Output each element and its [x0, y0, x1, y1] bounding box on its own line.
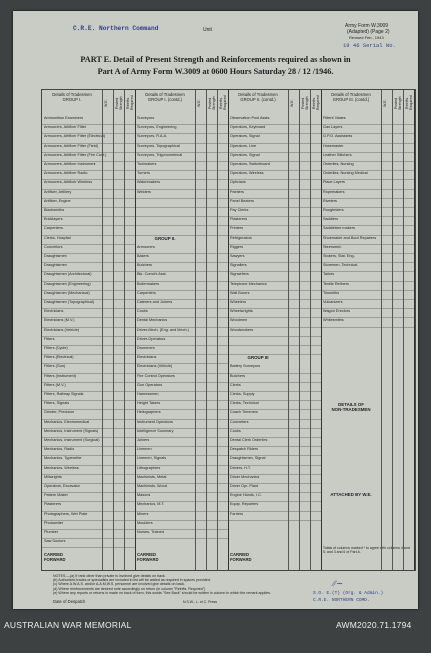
trade-row: Roughriders [321, 208, 414, 217]
trade-row: Nurses, Trained [135, 530, 228, 539]
trade-row: Signallers [228, 263, 321, 272]
table-rule [228, 90, 229, 570]
trade-row: Gun Operators [135, 383, 228, 392]
trade-row [135, 217, 228, 226]
unit-label: Unit [203, 27, 212, 33]
trade-row: Carpenters [42, 226, 135, 235]
trade-row: Electricians (Vehicle) [135, 364, 228, 373]
trade-row: Operators, Excavator [42, 484, 135, 493]
column-group-3 [228, 90, 321, 570]
trade-row: Printers [228, 226, 321, 235]
trade-row: Operators, Wireless [228, 171, 321, 180]
we-heading: W.E. [383, 99, 387, 107]
army-form-number: Army Form W.3009 [345, 23, 389, 29]
trade-row: Machinists, Metal [135, 475, 228, 484]
trade-row: Instrument Operators [135, 420, 228, 429]
army-form-revised: Revised Feb., 1943 [349, 35, 384, 40]
trade-row: Electricians [42, 309, 135, 318]
trade-row: Heliographers [135, 410, 228, 419]
trade-row: Driver-Mech. (Eng. and Mech.) [135, 328, 228, 337]
trade-row: Photographers, Wet Plate [42, 512, 135, 521]
trade-row: Drivers, H.T. [228, 466, 321, 475]
table-rule [206, 90, 207, 570]
table-rule [113, 90, 114, 570]
trade-row [135, 226, 228, 235]
trade-row: Electricians (Vehicle) [42, 328, 135, 337]
trade-row: Driver Opr. Plant [228, 484, 321, 493]
table-rule [403, 90, 404, 570]
trade-row: Wheelwrights [228, 309, 321, 318]
form-sheet [13, 11, 418, 609]
trade-row: Masons [135, 493, 228, 502]
trade-row: Wall Borers [228, 291, 321, 300]
trade-row: Operators, Signal [228, 134, 321, 143]
trade-row [228, 337, 321, 346]
trade-row: Leather Stitchers [321, 153, 414, 162]
note-line: (e) Where any reports or returns is made on back of form, this words "See Back" should be written in column in which the remark applies. [53, 590, 271, 595]
trade-row: Grinder, Precision [42, 410, 135, 419]
trade-row: Place Layers [321, 180, 414, 189]
trade-row: Ammunition Examiners [42, 116, 135, 125]
trade-row: Miners [135, 512, 228, 521]
caption-accession-number: AWM2020.71.1794 [336, 620, 412, 630]
trade-row: Draughtsmen [42, 263, 135, 272]
trade-row: Fitters (Gun) [42, 364, 135, 373]
trade-row: Fitters (Cycle) [42, 346, 135, 355]
trade-row: Driver Mechanics [228, 475, 321, 484]
trade-row: Pattern Maker [42, 493, 135, 502]
table-rule [102, 90, 103, 570]
table-rule [381, 90, 382, 570]
carried-forward: CARRIED FORWARD [44, 552, 66, 562]
trade-row: Artificer, Artillery [42, 190, 135, 199]
trade-row: Draughtsmen (Engineering) [42, 282, 135, 291]
trade-row: Operators, Signal [228, 153, 321, 162]
trade-row: Mechanics, Instrument (Signals) [42, 429, 135, 438]
table-rule [195, 90, 196, 570]
trade-row: Saddlers [321, 217, 414, 226]
trade-row: Shoemaker and Boot Repairers [321, 236, 414, 245]
column-group-1 [42, 90, 135, 570]
trade-row: Fitters, Railway Signals [42, 392, 135, 401]
carried-forward: CARRIED FORWARD [230, 552, 252, 562]
totals-note: Totals of columns marked * to agree with columns 4 and 5, and 3 and 6 of Part A. [323, 546, 410, 554]
trade-row: Coach Trimmers [228, 410, 321, 419]
trade-row: Pay Clerks [228, 208, 321, 217]
posted-heading: Posted Strength [394, 96, 402, 110]
trade-row [228, 346, 321, 355]
table-rule [217, 90, 218, 570]
reinfts-heading: Reinfts. Required [219, 95, 227, 111]
table-rule [288, 90, 289, 570]
trade-row: Cooks [135, 309, 228, 318]
trade-row: Operators, Keyboard [228, 125, 321, 134]
trade-row [135, 208, 228, 217]
trade-row: Mechanics, Instrument (Surgical) [42, 438, 135, 447]
trade-row: Dental Clerk Orderlies [228, 438, 321, 447]
officer-stamp-line-2: C.R.E. NORTHERN COMD. [313, 598, 370, 603]
table-rule [414, 90, 415, 570]
trade-row: Millwrights [42, 475, 135, 484]
caption-institution: AUSTRALIAN WAR MEMORIAL [4, 620, 132, 630]
trade-row: Mechanics, Wireless [42, 466, 135, 475]
trade-row [135, 199, 228, 208]
trade-row: Surveyors [135, 116, 228, 125]
trade-row: Caterers and Joiners [135, 300, 228, 309]
trade-row: Steersmen [321, 245, 414, 254]
group-heading: GROUP II. [154, 235, 176, 241]
trade-row: Armourers, Artificer Fitter (Field) [42, 144, 135, 153]
trade-row: Intelligence Summary [135, 429, 228, 438]
trade-row: Hosemaster [321, 144, 414, 153]
page-title-line-2: Part A of Army Form W.3009 at 0600 Hours Saturday 28 / 12 /1946. [97, 67, 334, 76]
non-tradesmen-heading: DETAILS OF NON-TRADESMEN [331, 402, 371, 412]
trade-row: Bricklayers [42, 217, 135, 226]
trade-row: Electricians (M.V.) [42, 318, 135, 327]
trade-row: Sawyers [228, 254, 321, 263]
trade-row: Drummers [135, 346, 228, 355]
trade-row: Machinists, Wood [135, 484, 228, 493]
carried-forward: CARRIED FORWARD [137, 552, 159, 562]
column-heading: Details of Tradesmen GROUP II. (contd.) [238, 92, 278, 102]
trade-row: Whitesmiths [321, 318, 414, 327]
trade-row: Tailors [321, 272, 414, 281]
we-heading: W.E. [104, 99, 108, 107]
trade-row: Stokers, Stat. Eng. [321, 254, 414, 263]
trade-row: Gas Layers [321, 125, 414, 134]
reinfts-heading: Reinfts. Required [312, 95, 320, 111]
table-rule [135, 90, 136, 570]
column-group-2 [135, 90, 228, 570]
trade-row: Plasterers [42, 502, 135, 511]
trade-row: Operators, Line [228, 144, 321, 153]
trade-row: Wheelers [228, 300, 321, 309]
trade-row: Woodworkers [228, 328, 321, 337]
trade-row: Observation Post Assts. [228, 116, 321, 125]
trade-row: Surveyors, Topographical [135, 144, 228, 153]
trade-row: Linemen [135, 447, 228, 456]
trade-row: Signwriters [228, 272, 321, 281]
column-heading: Details of Tradesmen GROUP I. (contd.) [145, 92, 185, 102]
trade-row: Despatch Riders [228, 447, 321, 456]
trade-row: Surveyors, Engineering [135, 125, 228, 134]
trade-row: Electricians [135, 355, 228, 364]
trade-row: Cooks [228, 429, 321, 438]
trade-row: Armourers, Artificer Fitter (Electrical) [42, 134, 135, 143]
trade-row: Fitters [42, 337, 135, 346]
trade-row: Orderlies, Nursing Medical [321, 171, 414, 180]
trade-row: Fitters (M.V.) [42, 383, 135, 392]
trade-row: Refrigerators [228, 236, 321, 245]
trade-row: G.P.O. Assistants [321, 134, 414, 143]
trade-row: Mechanics, Typewriter [42, 456, 135, 465]
trade-row: Fitters (Instrument) [42, 374, 135, 383]
trade-row: Bakers [135, 254, 228, 263]
trade-row: Concretors [42, 245, 135, 254]
trade-row: Armourers, Artificer Instrument [42, 162, 135, 171]
army-form-adapted: (Adapted) (Page 2) [347, 29, 390, 35]
trade-row: Orderlies, Nursing [321, 162, 414, 171]
trade-row: Carpenters [135, 291, 228, 300]
trade-row: Plasterers [228, 217, 321, 226]
trade-row: Height Takers [135, 401, 228, 410]
trade-row: Painters [228, 190, 321, 199]
trade-row: Dental Mechanics [135, 318, 228, 327]
note-line: (d) Where reinforcements are desired note accordingly on return (in column "Reinfts. Required") [53, 586, 206, 591]
trade-row: Joiners [135, 438, 228, 447]
trade-row: Vulcanizers [321, 300, 414, 309]
trade-row: Harnessmen [135, 392, 228, 401]
note-line: (b) Authorized trades or specialists are included in list will be added as required in spaces provided. [53, 578, 211, 583]
trade-row: Ropemakers [321, 190, 414, 199]
group-heading: GROUP III [247, 355, 269, 361]
reinfts-heading: Reinfts. Required [126, 95, 134, 111]
trade-row: Engine Hands, I.C. [228, 493, 321, 502]
table-rule [310, 90, 311, 570]
trade-row: Butchers [228, 374, 321, 383]
trade-row: Fitters, Signals [42, 401, 135, 410]
printer-line: N.S.W., L. of C. Press [183, 600, 218, 604]
table-rule [124, 90, 125, 570]
trade-row: Butchers [135, 263, 228, 272]
page-title-line-1: PART E. Detail of Present Strength and Reinforcements required as shown in [80, 55, 351, 64]
trade-row: Equip. Repairers [228, 502, 321, 511]
reinfts-heading: Reinfts. Required [405, 95, 413, 111]
trade-row: Wagon Erectors [321, 309, 414, 318]
trade-row: Clerks, Hospital [42, 236, 135, 245]
table-rule [299, 90, 300, 570]
column-group-4 [321, 90, 415, 570]
trade-row: Armourers, Artificer Wireless [42, 180, 135, 189]
table-rule [321, 90, 322, 570]
trade-row: Lithographers [135, 466, 228, 475]
trade-row: Clerks, Supply [228, 392, 321, 401]
trade-row: Artificer, Engine [42, 199, 135, 208]
trade-row: Mechanics, Radio [42, 447, 135, 456]
trade-row: Saw Doctors [42, 539, 135, 548]
trade-row: Mechanics, Electromedical [42, 420, 135, 429]
trade-row: Draughtsmen (Mechanical) [42, 291, 135, 300]
trade-row: Woodmen [228, 318, 321, 327]
trade-row: Battery Surveyors [228, 364, 321, 373]
trade-row: Bkr. Comd's Asst. [135, 272, 228, 281]
trade-row: Draughtsmen [42, 254, 135, 263]
trade-row: Armourers, Artificer Fitter [42, 125, 135, 134]
trade-row: Toolmakers [135, 162, 228, 171]
trade-row: Blacksmiths [42, 208, 135, 217]
officer-signature: ⁄∕∼ [333, 579, 343, 588]
attached-by-we: ATTACHED BY W.E. [330, 492, 372, 497]
trade-row: Riveters [321, 199, 414, 208]
trade-row: Plumber [42, 530, 135, 539]
trade-row: Armourers, Artificer Radio [42, 171, 135, 180]
trade-row: Concreters [228, 420, 321, 429]
trade-row: Boilermakers [135, 282, 228, 291]
column-heading: Details of Tradesmen GROUP I. [52, 92, 92, 102]
note-line: (c) Where A.W.A.S. and/or A.A.M.W.S. personnel are involved give details on back. [53, 582, 186, 587]
trade-row: Surveyors, Trigonometrical [135, 153, 228, 162]
serial-number: 19 46 Serial No. [343, 42, 396, 49]
trade-row: Telephone Mechanics [228, 282, 321, 291]
trade-row: Opticians [228, 180, 321, 189]
trade-row: Fitters (Electrical) [42, 355, 135, 364]
trade-row: Farriers [228, 512, 321, 521]
trade-row: Armourers, Artificer Fitter (Fire Cont.) [42, 153, 135, 162]
date-of-despatch: Date of Despatch [53, 599, 86, 604]
trade-row: Operators, Switchboard [228, 162, 321, 171]
trade-row: Driver-Operators [135, 337, 228, 346]
trade-row: Storemen, Technical [321, 263, 414, 272]
table-rule [392, 90, 393, 570]
trade-row: Fitters' Mates [321, 116, 414, 125]
we-heading: W.E. [197, 99, 201, 107]
column-heading: Details of Tradesmen GROUP III. (contd.) [331, 92, 371, 102]
tradesmen-table [41, 89, 416, 571]
trade-row: Clerks [228, 383, 321, 392]
trade-row: Mechanics, M.T. [135, 502, 228, 511]
unit-name: C.R.E. Northern Command [73, 25, 159, 32]
trade-row: Watchmakers [135, 180, 228, 189]
trade-row: Draughtsmen (Topographical) [42, 300, 135, 309]
posted-heading: Posted Strength [115, 96, 123, 110]
we-heading: W.E. [290, 99, 294, 107]
posted-heading: Posted Strength [208, 96, 216, 110]
note-line: NOTES.—(a) If rank other than private is involved give details on back. [53, 574, 166, 578]
trade-row: Draughtsmen, Signal [228, 456, 321, 465]
trade-row: Photowriter [42, 521, 135, 530]
trade-row: Clerks, Technical [228, 401, 321, 410]
trade-row: Fire Control Operators [135, 374, 228, 383]
officer-stamp-line-1: S.O. E.(T) (Org. & Admin.) [313, 591, 384, 596]
trade-row: Panel Beaters [228, 199, 321, 208]
trade-row: Linemen, Signals [135, 456, 228, 465]
trade-row: Tinsmiths [321, 291, 414, 300]
posted-heading: Posted Strength [301, 96, 309, 110]
trade-row: Riggers [228, 245, 321, 254]
trade-row: Turners [135, 171, 228, 180]
trade-row: Surveyors, R.A.A. [135, 134, 228, 143]
trade-row: Textile Refiners [321, 282, 414, 291]
trade-row: Saddletree makers [321, 226, 414, 235]
trade-row: Moulders [135, 521, 228, 530]
trade-row: Welders [135, 190, 228, 199]
trade-row: Draughtsmen (Architectural) [42, 272, 135, 281]
trade-row: Armourers [135, 245, 228, 254]
